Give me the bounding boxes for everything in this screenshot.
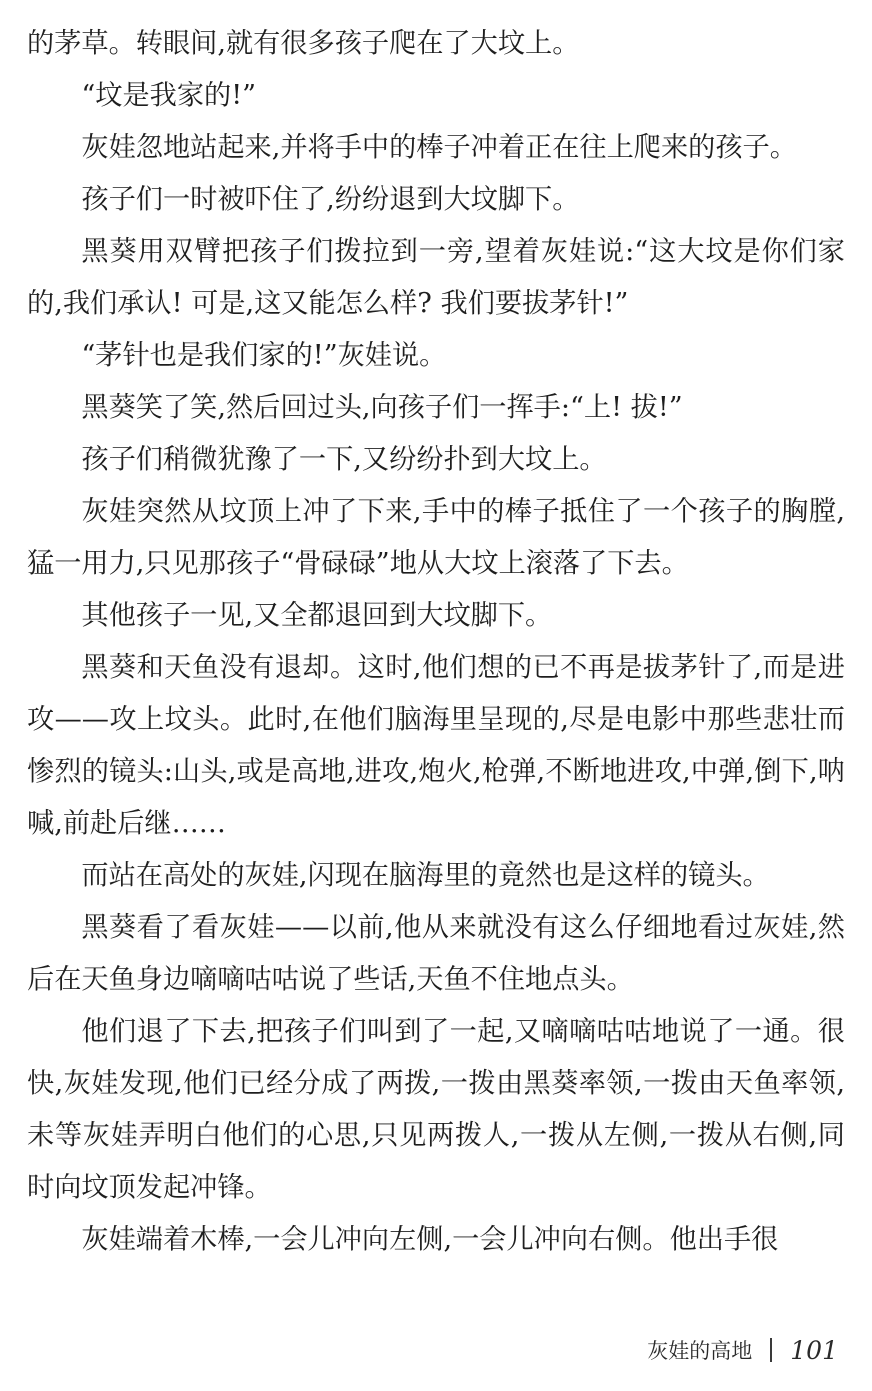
paragraph-5: 黑葵用双臂把孩子们拨拉到一旁,望着灰娃说:“这大坟是你们家的,我们承认! 可是,这又能怎么样? 我们要拔茅针!” [27, 236, 845, 319]
paragraph-7: 黑葵笑了笑,然后回过头,向孩子们一挥手:“上! 拔!” [81, 392, 683, 423]
running-title: 灰娃的高地 [647, 1339, 753, 1363]
paragraph-1: 的茅草。转眼间,就有很多孩子爬在了大坟上。 [27, 28, 580, 59]
paragraph-12: 而站在高处的灰娃,闪现在脑海里的竟然也是这样的镜头。 [81, 860, 770, 891]
paragraph-9: 灰娃突然从坟顶上冲了下来,手中的棒子抵住了一个孩子的胸膛,猛一用力,只见那孩子“骨碌碌”地从大坟上滚落了下去。 [27, 496, 845, 579]
paragraph-11: 黑葵和天鱼没有退却。这时,他们想的已不再是拔茅针了,而是进攻——攻上坟头。此时,在他们脑海里呈现的,尽是电影中那些悲壮而惨烈的镜头:山头,或是高地,进攻,炮火,枪弹,不断地进攻,中弹,倒下,呐喊,前赴后继…… [27, 652, 845, 839]
paragraph-10: 其他孩子一见,又全都退回到大坟脚下。 [81, 600, 553, 631]
paragraph-13: 黑葵看了看灰娃——以前,他从来就没有这么仔细地看过灰娃,然后在天鱼身边嘀嘀咕咕说了些话,天鱼不住地点头。 [27, 912, 845, 995]
page-number: 101 [790, 1335, 838, 1365]
paragraph-15: 灰娃端着木棒,一会儿冲向左侧,一会儿冲向右侧。他出手很 [81, 1224, 779, 1255]
page-footer [647, 1330, 838, 1370]
paragraph-6: “茅针也是我们家的!”灰娃说。 [81, 340, 447, 371]
footer-divider [770, 1338, 772, 1362]
paragraph-2: “坟是我家的!” [81, 80, 257, 111]
paragraph-8: 孩子们稍微犹豫了一下,又纷纷扑到大坟上。 [81, 444, 607, 475]
paragraph-3: 灰娃忽地站起来,并将手中的棒子冲着正在往上爬来的孩子。 [81, 132, 797, 163]
paragraph-4: 孩子们一时被吓住了,纷纷退到大坟脚下。 [81, 184, 580, 215]
body-text [27, 18, 845, 1266]
paragraph-14: 他们退了下去,把孩子们叫到了一起,又嘀嘀咕咕地说了一通。很快,灰娃发现,他们已经分成了两拨,一拨由黑葵率领,一拨由天鱼率领,未等灰娃弄明白他们的心思,只见两拨人,一拨从左侧,一拨从右侧,同时向坟顶发起冲锋。 [27, 1016, 845, 1203]
